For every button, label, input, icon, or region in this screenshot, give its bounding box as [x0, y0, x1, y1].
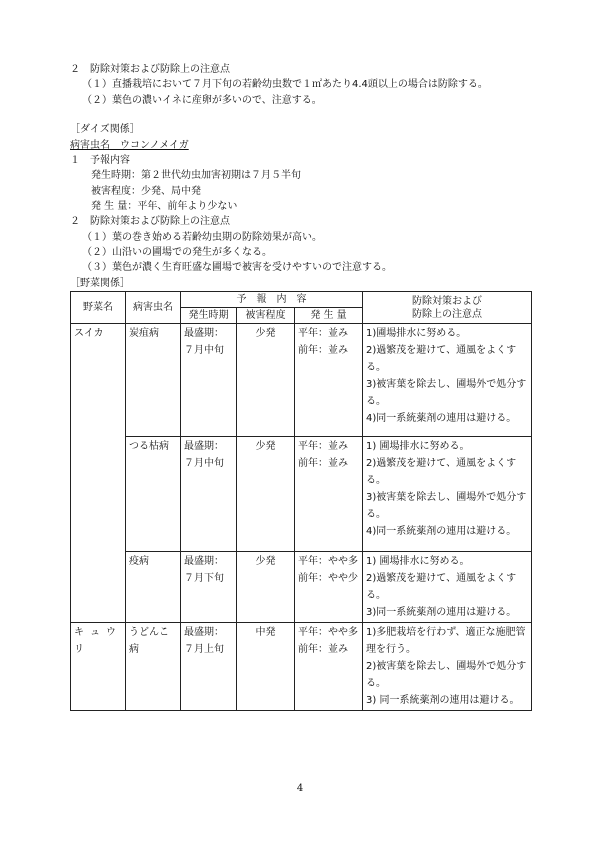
control-heading-rice: ２ 防除対策および防除上の注意点 [70, 64, 230, 75]
soy-control-heading: ２ 防除対策および防除上の注意点 [70, 216, 230, 227]
soy-forecast-amount: 発 生 量：平年、前年より少ない [91, 201, 238, 212]
measures-cell: 1) 圃場排水に努める。 2)過繁茂を避けて、通風をよくする。 3)同一系統薬剤の連用は避ける。 [363, 552, 532, 623]
damage-cell: 少発 [237, 552, 295, 623]
amount-cell: 平年：並み 前年：並み [295, 437, 363, 552]
page-number: 4 [296, 783, 304, 794]
header-crop: 野菜名 [71, 292, 126, 324]
amount-cell: 平年：やや多 前年：並み [295, 623, 363, 711]
soy-pest-name: 病害虫名 ウコンノメイガ [70, 140, 189, 151]
table-row [71, 437, 532, 552]
soy-control-item-1: （１）葉の巻き始める若齢幼虫期の防除効果が高い。 [82, 232, 322, 243]
pest-cell: つる枯病 [126, 437, 181, 552]
header-forecast: 予 報 内 容 [181, 292, 363, 308]
header-timing: 発生時期 [181, 308, 237, 324]
timing-cell: 最盛期： ７月中旬 [181, 324, 237, 437]
crop-cell: キュウリ [71, 623, 126, 711]
soy-control-item-2: （２）山沿いの圃場での発生が多くなる。 [82, 247, 272, 258]
table-row [71, 324, 532, 437]
soy-forecast-heading: １ 予報内容 [70, 155, 130, 166]
soy-forecast-damage: 被害程度：少発、局中発 [91, 186, 201, 197]
crop-cell: スイカ [71, 324, 126, 623]
amount-cell: 平年：並み 前年：並み [295, 324, 363, 437]
pest-cell: 疫病 [126, 552, 181, 623]
header-measures [363, 292, 532, 324]
soy-forecast-timing: 発生時期：第２世代幼虫加害初期は７月５半旬 [91, 170, 301, 181]
soy-control-item-3: （３）葉色が濃く生育旺盛な圃場で被害を受けやすいので注意する。 [82, 262, 392, 273]
control-item-rice-2: （２）葉色の濃いイネに産卵が多いので、注意する。 [82, 95, 322, 106]
vegetable-section-title: ［野菜関係］ [70, 278, 130, 289]
table-row [71, 552, 532, 623]
measures-cell: 1) 圃場排水に努める。 2)過繁茂を避けて、通風をよくする。 3)被害葉を除去し、圃場外で処分する。 4)同一系統薬剤の連用は避ける。 [363, 437, 532, 552]
timing-cell: 最盛期： ７月中旬 [181, 437, 237, 552]
header-amount: 発 生 量 [295, 308, 363, 324]
soy-section-title: ［ダイズ関係］ [70, 124, 140, 135]
damage-cell: 少発 [237, 324, 295, 437]
header-measures-line2: 防除上の注意点 [412, 308, 483, 320]
header-measures-line1: 防除対策および [412, 295, 483, 307]
damage-cell: 少発 [237, 437, 295, 552]
vegetable-forecast-table [70, 291, 532, 711]
pest-cell: うどんこ病 [126, 623, 181, 711]
header-damage: 被害程度 [237, 308, 295, 324]
table-row [71, 623, 532, 711]
timing-cell: 最盛期： ７月上旬 [181, 623, 237, 711]
control-item-rice-1: （１）直播栽培において７月下旬の若齢幼虫数で１㎡あたり4.4頭以上の場合は防除する。 [82, 79, 488, 90]
header-pest: 病害虫名 [126, 292, 181, 324]
amount-cell: 平年：やや多 前年：やや少 [295, 552, 363, 623]
damage-cell: 中発 [237, 623, 295, 711]
measures-cell: 1)多肥栽培を行わず、適正な施肥管理を行う。 2)被害葉を除去し、圃場外で処分する。 3) 同一系統薬剤の連用は避ける。 [363, 623, 532, 711]
timing-cell: 最盛期： ７月下旬 [181, 552, 237, 623]
pest-cell: 炭疽病 [126, 324, 181, 437]
measures-cell: 1)圃場排水に努める。 2)過繁茂を避けて、通風をよくする。 3)被害葉を除去し、圃場外で処分する。 4)同一系統薬剤の連用は避ける。 [363, 324, 532, 437]
